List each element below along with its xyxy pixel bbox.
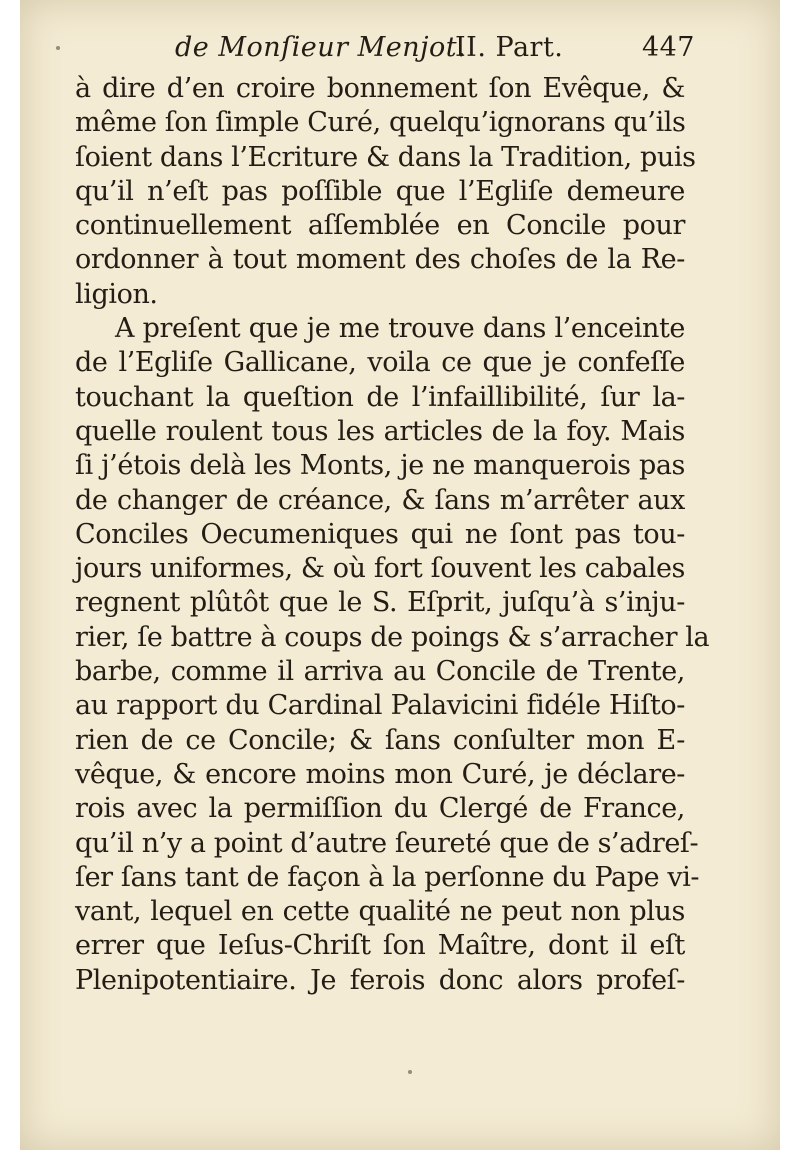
running-title: de Monſieur Menjot. (175, 32, 467, 63)
text-line: regnent plûtôt que le S. Eſprit, juſqu’à s’inju- (75, 587, 685, 619)
text-line: ſi j’étois delà les Monts, je ne manquerois pas (75, 450, 685, 482)
text-line: ſoient dans l’Ecriture & dans la Tradition, puis (75, 141, 696, 173)
text-line: rier, ſe battre à coups de poings & s’arracher la (75, 621, 710, 653)
text-line: Plenipotentiaire. Je ferois donc alors profeſ- (75, 964, 685, 996)
text-line: à dire d’en croire bonnement ſon Evêque, & (75, 73, 685, 104)
text-line: de changer de créance, & ſans m’arrêter aux (75, 484, 685, 516)
text-line: rois avec la permiſſion du Clergé de France, (75, 793, 685, 825)
text-line: touchant la queſtion de l’infaillibilité, ſur la- (75, 381, 685, 413)
text-line: Conciles Oecumeniques qui ne ſont pas tou- (75, 518, 685, 550)
text-line: même ſon ſimple Curé, quelqu’ignorans qu’ils (75, 107, 686, 139)
text-line: ordonner à tout moment des choſes de la Re- (75, 244, 685, 276)
text-line: barbe, comme il arriva au Concile de Trente, (75, 656, 685, 688)
text-line: ſer ſans tant de façon à la perſonne du Pape vi- (75, 861, 700, 893)
text-line: quelle roulent tous les articles de la foy. Mais (75, 415, 685, 447)
text-line: qu’il n’y a point d’autre ſeureté que de s’adreſ- (75, 827, 699, 859)
text-line: vant, lequel en cette qualité ne peut non plus (75, 896, 685, 928)
text-line: A preſent que je me trouve dans l’enceinte (115, 313, 685, 345)
text-line: jours uniformes, & où fort ſouvent les cabales (75, 553, 685, 585)
page-number: 447 (641, 32, 695, 63)
ink-speck (408, 1070, 412, 1074)
text-line: de l’Egliſe Gallicane, voila ce que je confeſſe (75, 347, 685, 379)
text-line: ligion. (75, 278, 158, 310)
text-line: rien de ce Concile; & ſans conſulter mon E- (75, 724, 685, 756)
book-page (20, 0, 780, 1150)
ink-speck (56, 46, 60, 50)
page-content (75, 30, 710, 998)
text-line: continuellement aſſemblée en Concile pour (75, 210, 685, 242)
paragraph-2 (75, 312, 710, 998)
text-line: au rapport du Cardinal Palavicini fidéle Hiſto- (75, 690, 685, 722)
part-label: II. Part. (455, 32, 564, 63)
text-line: qu’il n’eſt pas poſſible que l’Egliſe demeure (75, 175, 685, 207)
paragraph-1 (75, 72, 696, 312)
text-line: vêque, & encore moins mon Curé, je déclare- (75, 758, 685, 790)
page-header (75, 30, 695, 72)
text-line: errer que Ieſus-Chriſt ſon Maître, dont il eſt (75, 930, 685, 962)
